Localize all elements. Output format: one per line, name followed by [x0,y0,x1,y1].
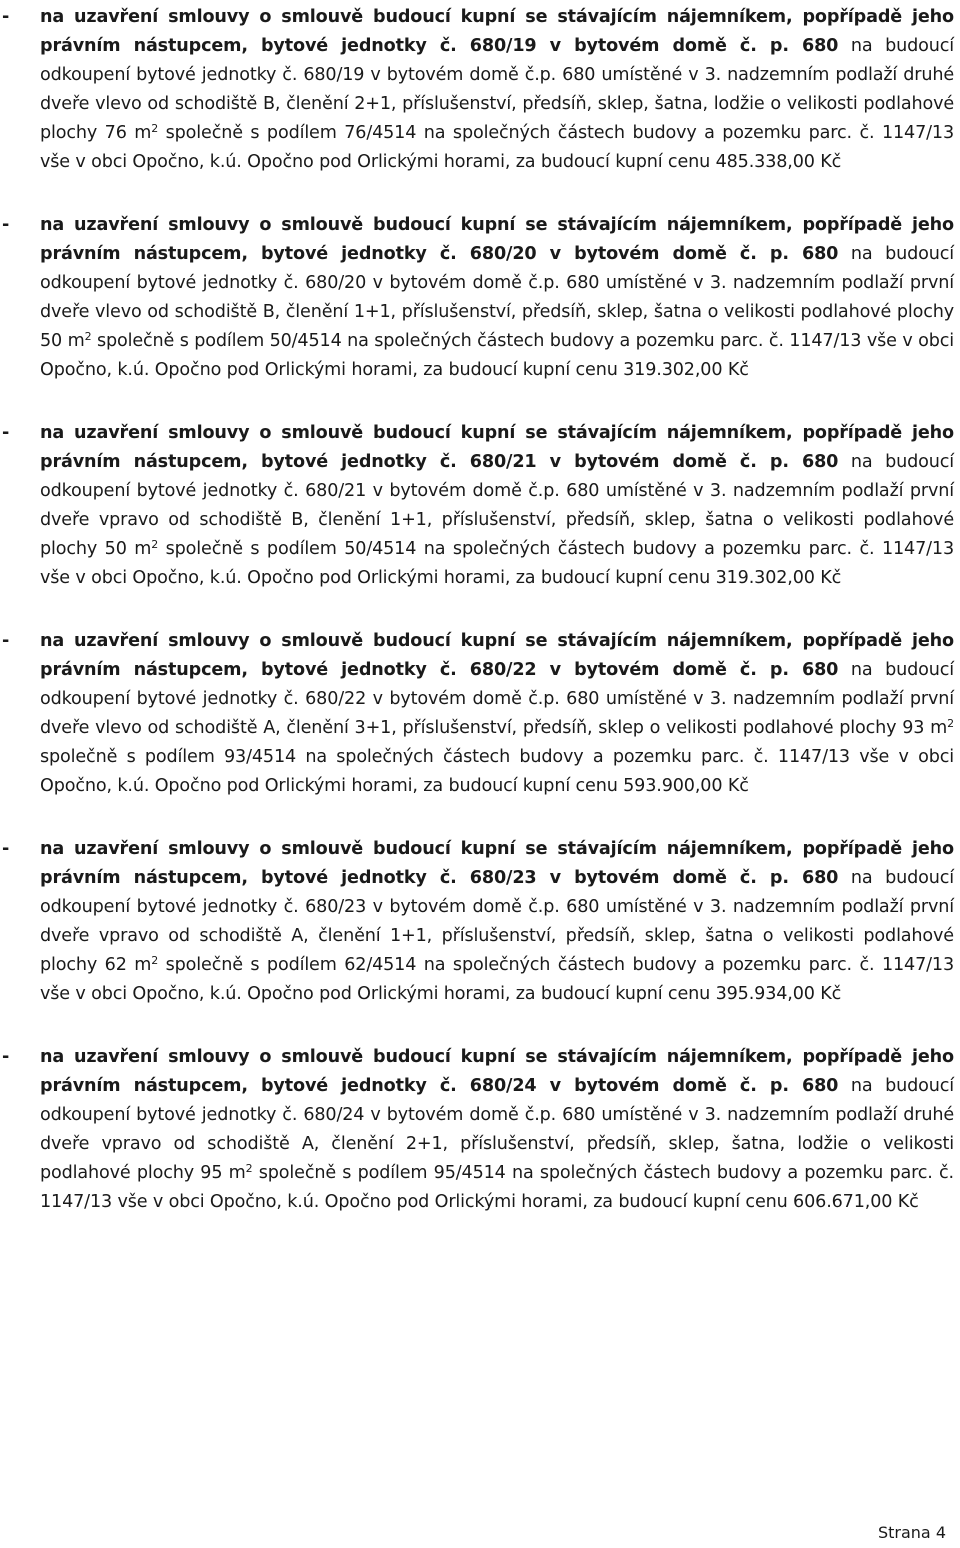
item-text: na budoucí odkoupení bytové jednotky č. 680/20 v bytovém domě č.p. 680 umístěné v 3. nadzemním podlaží první dveře vlevo od schodiště B, členění 1+1, příslušenství, předsíň, sklep, šatna o velikosti podlahové plochy 50 m [40,244,954,351]
item-heading: na uzavření smlouvy o smlouvě budoucí kupní se stávajícím nájemníkem, popřípadě jeho právním nástupcem, bytové jednotky č. 680/22 v bytovém domě č. p. 680 [40,631,954,680]
list-item [0,419,960,593]
page-number: Strana 4 [877,1523,946,1542]
item-text: na budoucí odkoupení bytové jednotky č. 680/21 v bytovém domě č.p. 680 umístěné v 3. nadzemním podlaží první dveře vpravo od schodiště B, členění 1+1, příslušenství, předsíň, sklep, šatna o velikosti podlahové plochy 50 m [40,452,954,559]
resolution-list [0,3,960,1251]
list-item [0,1043,960,1217]
list-dash: - [2,631,10,651]
item-text: na budoucí odkoupení bytové jednotky č. 680/24 v bytovém domě č.p. 680 umístěné v 3. nadzemním podlaží druhé dveře vpravo od schodiště A, členění 2+1, příslušenství, předsíň, sklep, šatna, lodžie o velikosti podlahové plochy 95 m [40,1076,954,1183]
superscript: 2 [947,717,954,730]
list-item [0,627,960,801]
list-dash: - [2,215,10,235]
item-heading: na uzavření smlouvy o smlouvě budoucí kupní se stávajícím nájemníkem, popřípadě jeho právním nástupcem, bytové jednotky č. 680/20 v bytovém domě č. p. 680 [40,215,954,264]
list-dash: - [2,423,10,443]
list-item [0,3,960,177]
item-text: na budoucí odkoupení bytové jednotky č. 680/19 v bytovém domě č.p. 680 umístěné v 3. nadzemním podlaží druhé dveře vlevo od schodiště B, členění 2+1, příslušenství, předsíň, sklep, šatna, lodžie o velikosti podlahové plochy 76 m [40,36,954,143]
superscript: 2 [151,954,159,967]
item-text: na budoucí odkoupení bytové jednotky č. 680/23 v bytovém domě č.p. 680 umístěné v 3. nadzemním podlaží první dveře vpravo od schodiště A, členění 1+1, příslušenství, předsíň, sklep, šatna o velikosti podlahové plochy 62 m [40,868,954,975]
superscript: 2 [151,538,159,551]
item-heading: na uzavření smlouvy o smlouvě budoucí kupní se stávajícím nájemníkem, popřípadě jeho právním nástupcem, bytové jednotky č. 680/23 v bytovém domě č. p. 680 [40,839,954,888]
list-dash: - [2,839,10,859]
item-text: na budoucí odkoupení bytové jednotky č. 680/22 v bytovém domě č.p. 680 umístěné v 3. nadzemním podlaží první dveře vlevo od schodiště A, členění 3+1, příslušenství, předsíň, sklep o velikosti podlahové plochy 93 m [40,660,954,738]
item-heading: na uzavření smlouvy o smlouvě budoucí kupní se stávajícím nájemníkem, popřípadě jeho právním nástupcem, bytové jednotky č. 680/21 v bytovém domě č. p. 680 [40,423,954,472]
superscript: 2 [84,330,92,343]
item-text-end: společně s podílem 93/4514 na společných částech budovy a pozemku parc. č. 1147/13 vše v obci Opočno, k.ú. Opočno pod Orlickými horami, za budoucí kupní cenu 593.900,00 Kč [40,747,954,796]
list-dash: - [2,1047,10,1067]
item-text-end: společně s podílem 76/4514 na společných částech budovy a pozemku parc. č. 1147/13 vše v obci Opočno, k.ú. Opočno pod Orlickými horami, za budoucí kupní cenu 485.338,00 Kč [40,123,954,172]
item-text-end: společně s podílem 62/4514 na společných částech budovy a pozemku parc. č. 1147/13 vše v obci Opočno, k.ú. Opočno pod Orlickými horami, za budoucí kupní cenu 395.934,00 Kč [40,955,954,1004]
superscript: 2 [151,122,159,135]
list-item [0,211,960,385]
item-text-end: společně s podílem 50/4514 na společných částech budovy a pozemku parc. č. 1147/13 vše v obci Opočno, k.ú. Opočno pod Orlickými horami, za budoucí kupní cenu 319.302,00 Kč [40,331,954,380]
item-heading: na uzavření smlouvy o smlouvě budoucí kupní se stávajícím nájemníkem, popřípadě jeho právním nástupcem, bytové jednotky č. 680/19 v bytovém domě č. p. 680 [40,7,954,56]
item-text-end: společně s podílem 50/4514 na společných částech budovy a pozemku parc. č. 1147/13 vše v obci Opočno, k.ú. Opočno pod Orlickými horami, za budoucí kupní cenu 319.302,00 Kč [40,539,954,588]
list-dash: - [2,7,10,27]
list-item [0,835,960,1009]
superscript: 2 [245,1162,253,1175]
item-heading: na uzavření smlouvy o smlouvě budoucí kupní se stávajícím nájemníkem, popřípadě jeho právním nástupcem, bytové jednotky č. 680/24 v bytovém domě č. p. 680 [40,1047,954,1096]
item-text-end: společně s podílem 95/4514 na společných částech budovy a pozemku parc. č. 1147/13 vše v obci Opočno, k.ú. Opočno pod Orlickými horami, za budoucí kupní cenu 606.671,00 Kč [40,1163,954,1212]
